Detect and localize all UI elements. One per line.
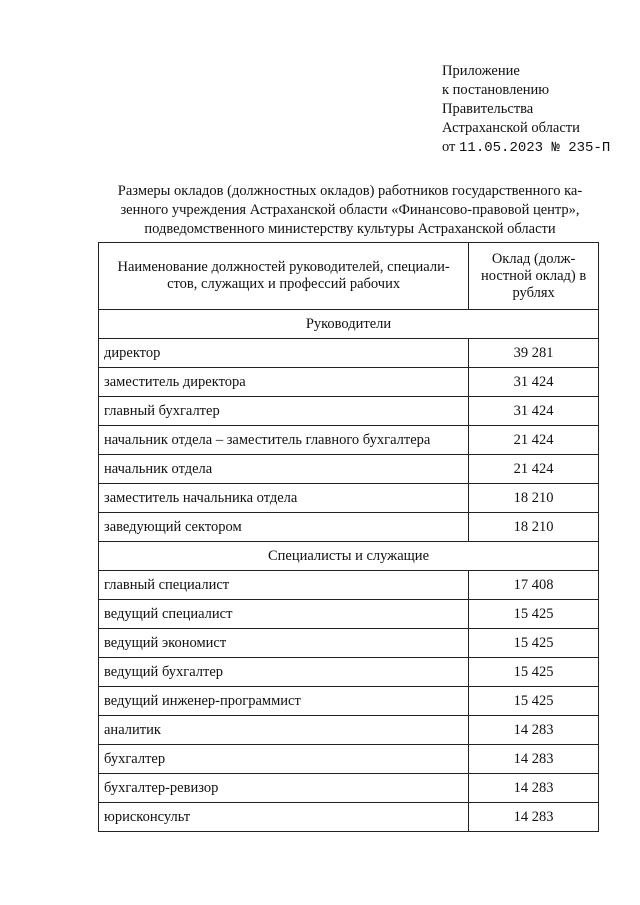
header-salary-line-3: рублях: [512, 284, 555, 301]
position-cell: юрисконсульт: [99, 803, 469, 832]
salary-cell: 31 424: [469, 368, 599, 397]
section-row-specialists: [99, 542, 599, 571]
document-title: [100, 182, 600, 239]
table-row: [99, 658, 599, 687]
table-header-row: [99, 243, 599, 310]
appendix-date-prefix: от: [442, 139, 456, 155]
header-position-line-1: Наименование должностей руководителей, специали-: [117, 259, 450, 275]
table-row: [99, 600, 599, 629]
salary-cell: 15 425: [469, 629, 599, 658]
salary-cell: 15 425: [469, 600, 599, 629]
position-cell: заведующий сектором: [99, 513, 469, 542]
table-row: [99, 426, 599, 455]
position-cell: ведущий экономист: [99, 629, 469, 658]
table-row: [99, 745, 599, 774]
table-row: [99, 571, 599, 600]
appendix-date-line: [442, 138, 610, 158]
table-row: [99, 687, 599, 716]
position-cell: ведущий специалист: [99, 600, 469, 629]
header-salary-line-2: ностной оклад) в: [481, 267, 587, 284]
position-cell: бухгалтер: [99, 745, 469, 774]
table-row: [99, 716, 599, 745]
header-salary: [469, 243, 599, 310]
position-cell: бухгалтер-ревизор: [99, 774, 469, 803]
position-cell: начальник отдела: [99, 455, 469, 484]
salary-cell: 14 283: [469, 745, 599, 774]
table-row: [99, 339, 599, 368]
salary-cell: 21 424: [469, 455, 599, 484]
title-line-1: Размеры окладов (должностных окладов) работников государственного ка-: [117, 183, 583, 199]
salary-cell: 15 425: [469, 658, 599, 687]
section-label: Руководители: [99, 310, 599, 339]
section-row-managers: [99, 310, 599, 339]
appendix-line-3: Правительства: [442, 101, 534, 117]
table-row: [99, 629, 599, 658]
appendix-line-2: к постановлению: [442, 82, 550, 98]
title-line-3: подведомственного министерству культуры Астраханской области: [144, 221, 556, 237]
salary-cell: 15 425: [469, 687, 599, 716]
position-cell: ведущий бухгалтер: [99, 658, 469, 687]
title-line-2: зенного учреждения Астраханской области «Финансово-правовой центр»,: [120, 202, 580, 218]
position-cell: ведущий инженер-программист: [99, 687, 469, 716]
appendix-line-1: Приложение: [442, 63, 520, 79]
position-cell: директор: [99, 339, 469, 368]
table-row: [99, 803, 599, 832]
salary-cell: 14 283: [469, 803, 599, 832]
salary-table: [98, 242, 599, 832]
header-position-name: [99, 243, 469, 310]
appendix-line-4: Астраханской области: [442, 120, 580, 136]
salary-cell: 21 424: [469, 426, 599, 455]
table-row: [99, 513, 599, 542]
table-row: [99, 368, 599, 397]
position-cell: заместитель директора: [99, 368, 469, 397]
position-cell: главный бухгалтер: [99, 397, 469, 426]
salary-cell: 17 408: [469, 571, 599, 600]
header-salary-line-1: Оклад (долж-: [491, 250, 576, 267]
salary-cell: 31 424: [469, 397, 599, 426]
salary-cell: 14 283: [469, 774, 599, 803]
position-cell: главный специалист: [99, 571, 469, 600]
position-cell: аналитик: [99, 716, 469, 745]
header-position-line-2: стов, служащих и профессий рабочих: [167, 276, 401, 292]
position-cell: заместитель начальника отдела: [99, 484, 469, 513]
table-row: [99, 484, 599, 513]
salary-cell: 39 281: [469, 339, 599, 368]
table-row: [99, 774, 599, 803]
salary-cell: 18 210: [469, 484, 599, 513]
position-cell: начальник отдела – заместитель главного бухгалтера: [99, 426, 469, 455]
section-label: Специалисты и служащие: [99, 542, 599, 571]
salary-cell: 14 283: [469, 716, 599, 745]
salary-cell: 18 210: [469, 513, 599, 542]
table-row: [99, 397, 599, 426]
table-row: [99, 455, 599, 484]
appendix-block: [442, 62, 610, 158]
appendix-date-value: 11.05.2023 № 235-П: [459, 140, 611, 156]
